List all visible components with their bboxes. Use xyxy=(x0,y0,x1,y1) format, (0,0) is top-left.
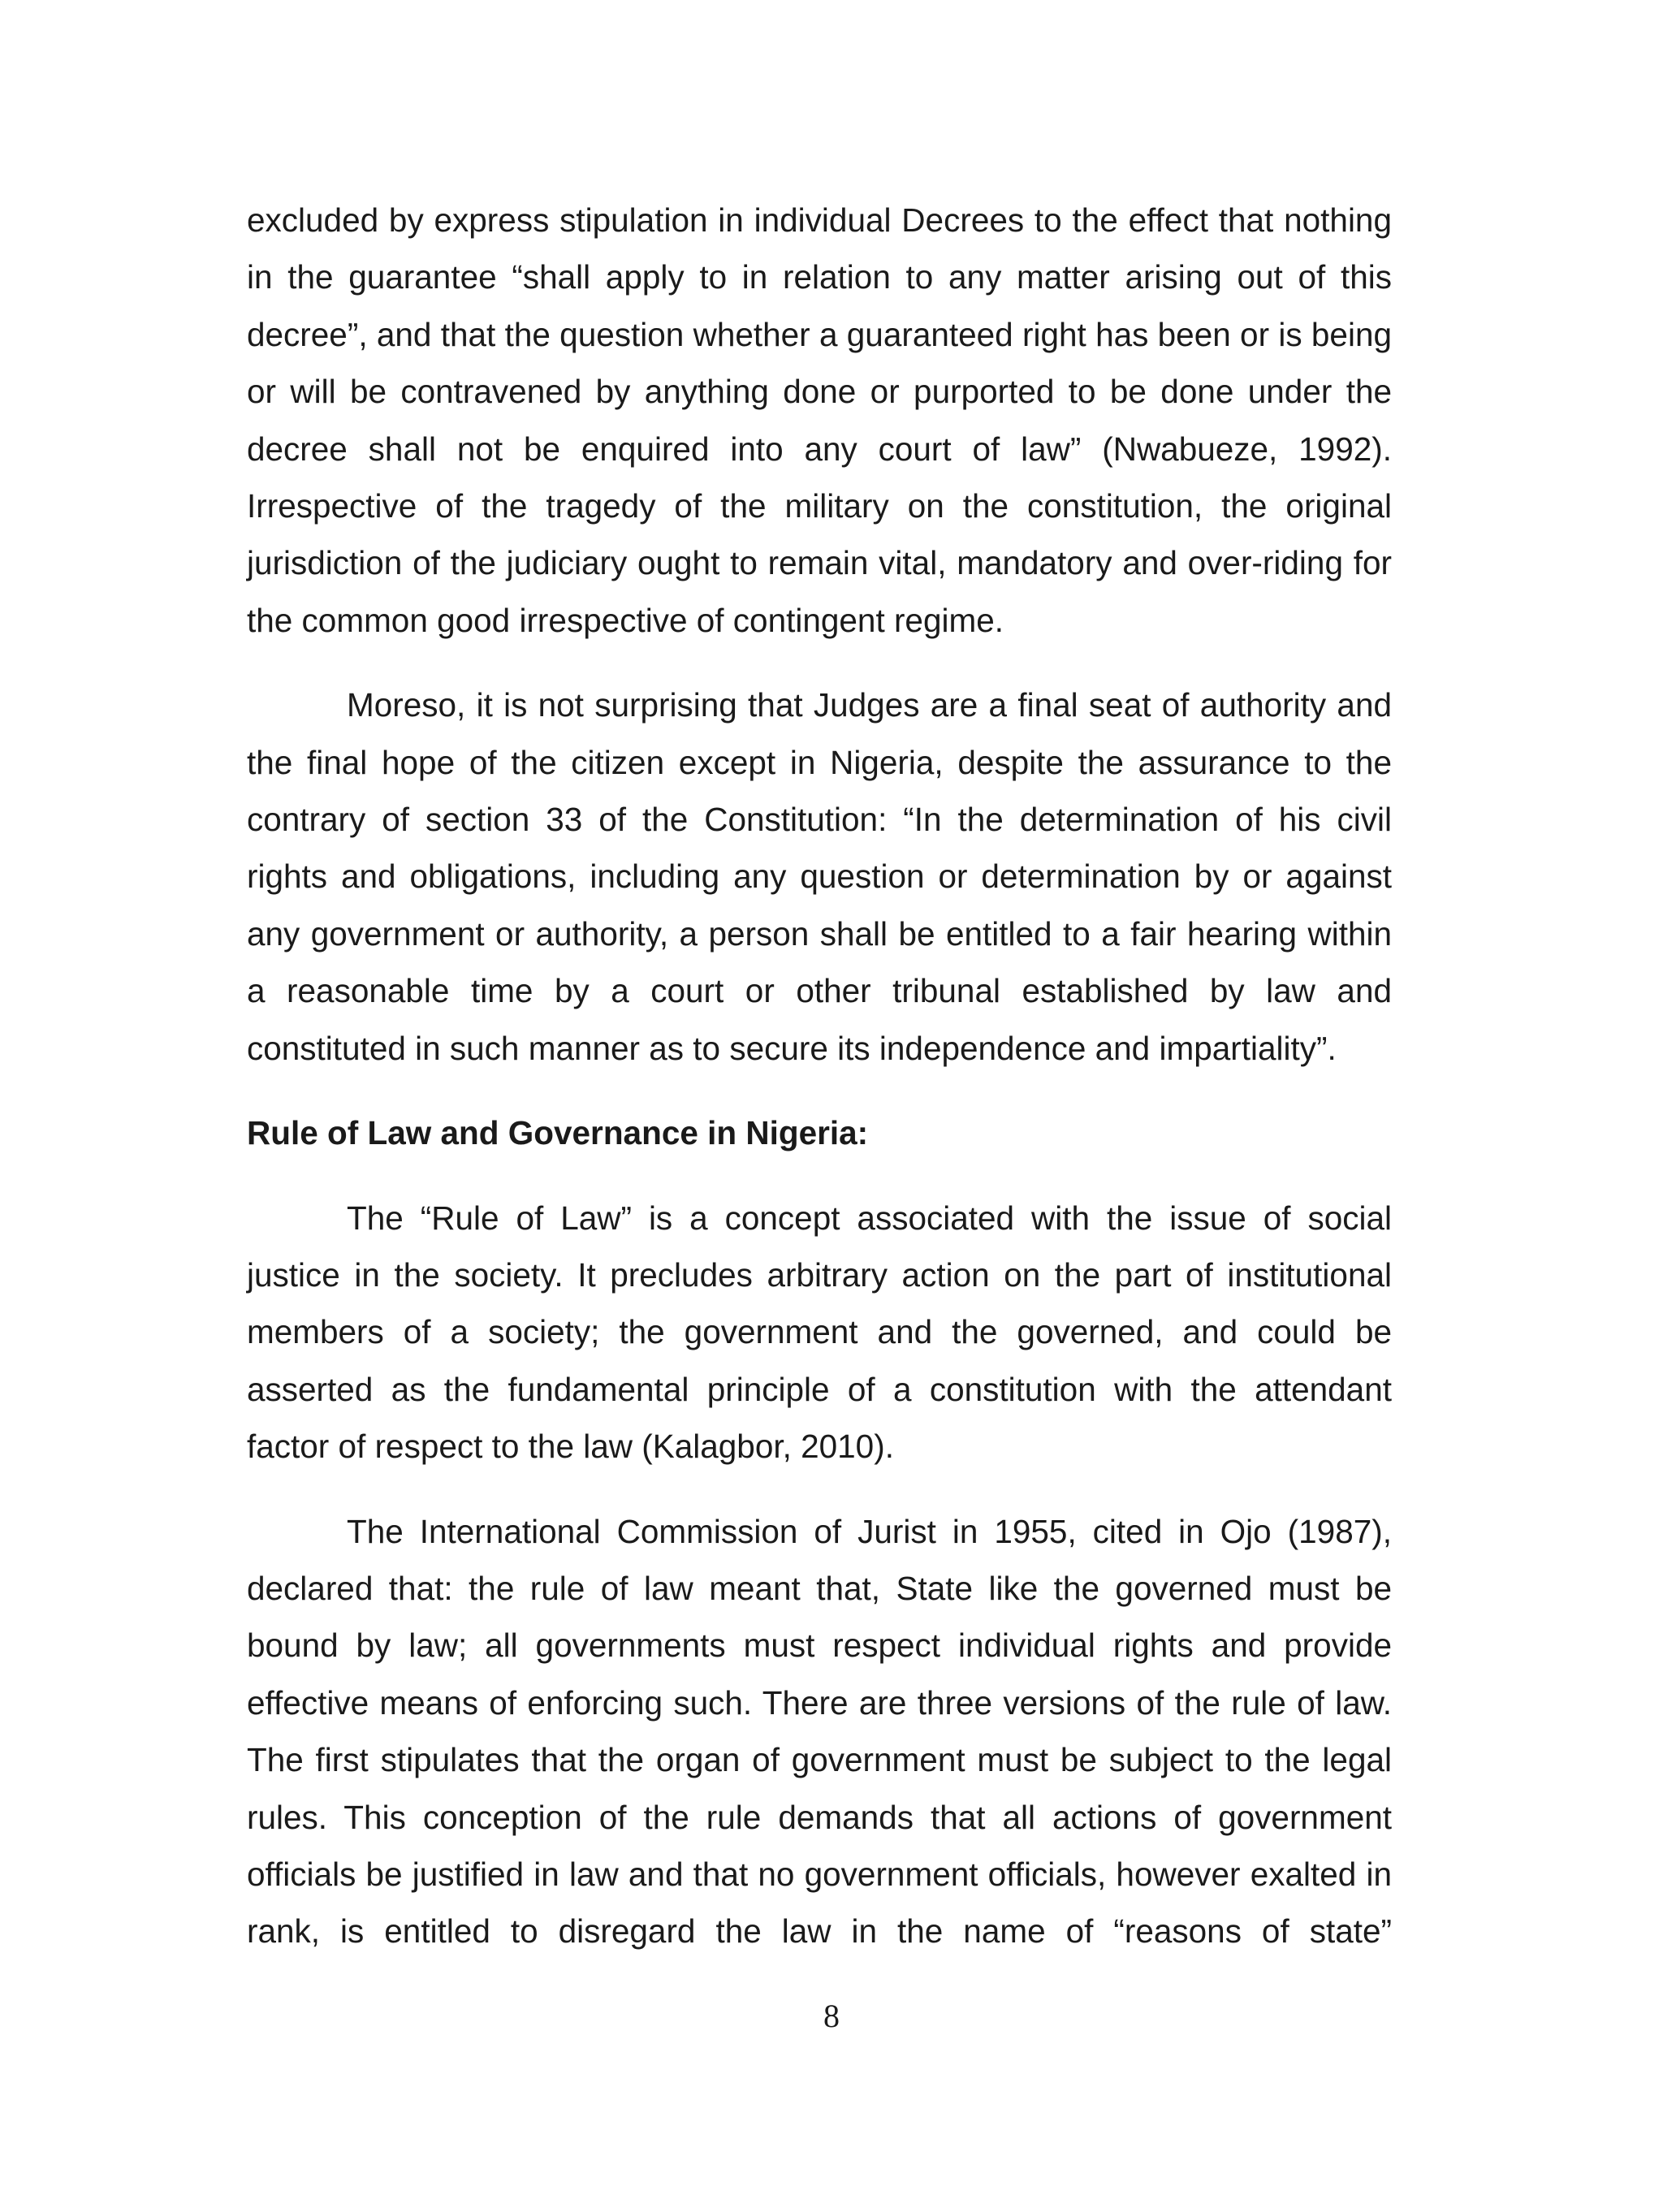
section-heading: Rule of Law and Governance in Nigeria: xyxy=(247,1114,869,1152)
page-body xyxy=(247,192,1392,1988)
paragraph-judges: Moreso, it is not surprising that Judges are a final seat of authority and the final hope of the citizen except in Nigeria, despite the assurance to the contrary of section 33 of the Constitution: “In the determination of his civil rights and obligations, including any question or determination by or against any government or authority, a person shall be entitled to a fair hearing within a reasonable time by a court or other tribunal established by law and constituted in such manner as to secure its independence and impartiality”. xyxy=(247,686,1392,1067)
paragraph-commission: The International Commission of Jurist in 1955, cited in Ojo (1987), declared that: the rule of law meant that, State like the governed must be bound by law; all governments must respect individual rights and provide effective means of enforcing such. There are three versions of the rule of law. The first stipulates that the organ of government must be subject to the legal rules. This conception of the rule demands that all actions of government officials be justified in law and that no government officials, however exalted in rank, is entitled to disregard the law in the name of “reasons of state” xyxy=(247,1512,1392,1951)
paragraph-continued: excluded by express stipulation in individual Decrees to the effect that nothing in the guarantee “shall apply to in relation to any matter arising out of this decree”, and that the question whether a guaranteed right has been or is being or will be contravened by anything done or purported to be done under the decree shall not be enquired into any court of law” (Nwabueze, 1992). Irrespective of the tragedy of the military on the constitution, the original jurisdiction of the judiciary ought to remain vital, mandatory and over-riding for the common good irrespective of contingent regime. xyxy=(247,201,1392,639)
page-number: 8 xyxy=(823,1998,840,2034)
paragraph-rule-of-law: The “Rule of Law” is a concept associated with the issue of social justice in the society. It precludes arbitrary action on the part of institutional members of a society; the government and the governed, and could be asserted as the fundamental principle of a constitution with the attendant factor of respect to the law (Kalagbor, 2010). xyxy=(247,1199,1392,1466)
